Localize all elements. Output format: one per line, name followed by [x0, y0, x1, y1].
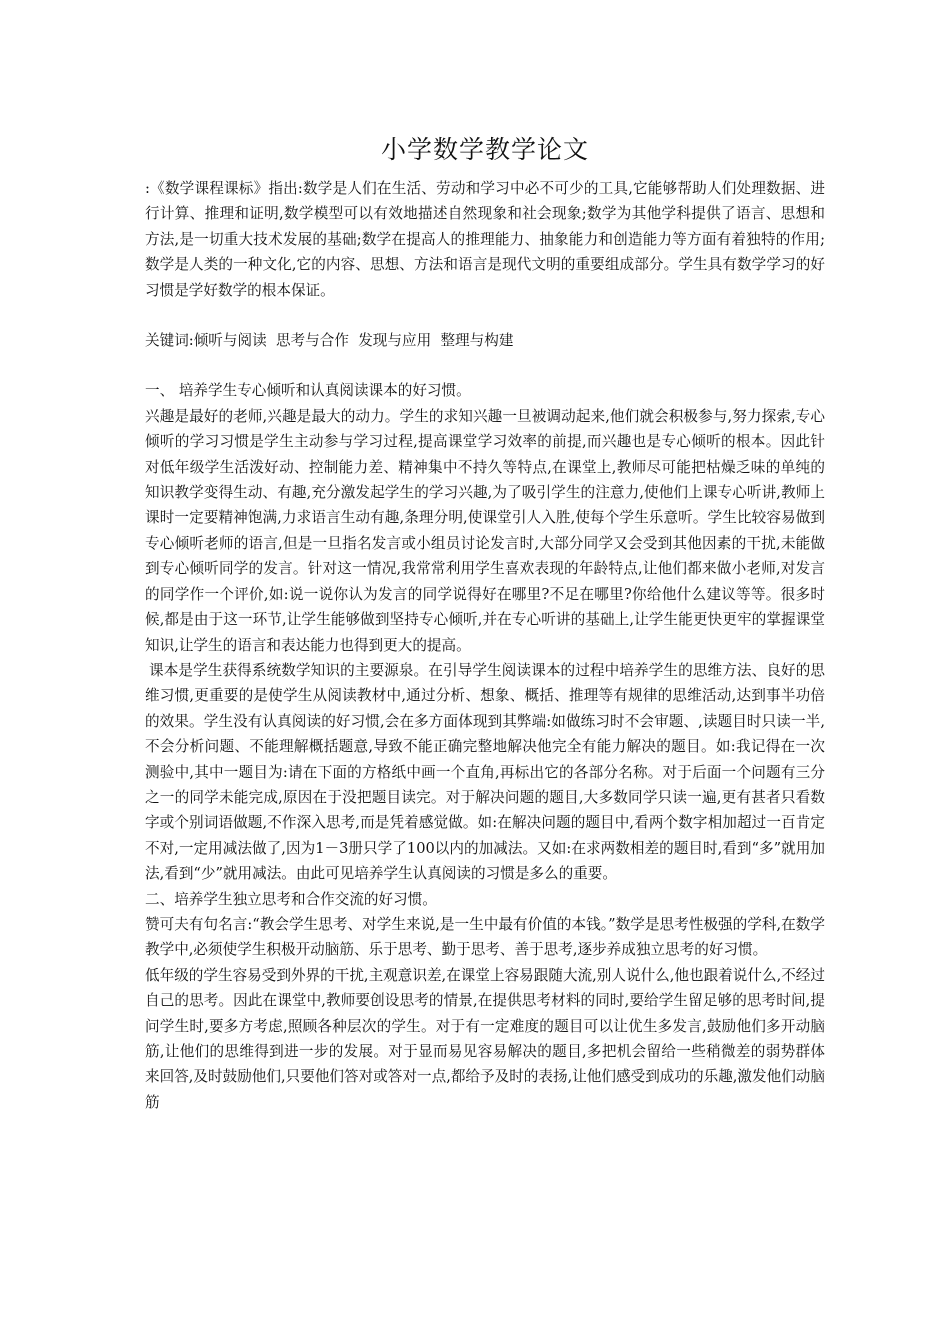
abstract-paragraph: :《数学课程课标》指出:数学是人们在生活、劳动和学习中必不可少的工具,它能够帮助人们处理数据、进行计算、推理和证明,数学模型可以有效地描述自然现象和社会现象;数学为其他学科提供了语言、思想和方法,是一切重大技术发展的基础;数学在提高人的推理能力、抽象能力和创造能力等方面有着独特的作用;数学是人类的一种文化,它的内容、思想、方法和语言是现代文明的重要组成部分。学生具有数学学习的好习惯是学好数学的根本保证。: [145, 180, 825, 299]
document-page: [145, 130, 825, 1115]
section-2-paragraph-1: 赞可夫有句名言:“教会学生思考、对学生来说,是一生中最有价值的本钱。”数学是思考性极强的学科,在数学教学中,必须使学生积极开动脑筋、乐于思考、勤于思考、善于思考,逐步养成独立思考的好习惯。: [145, 915, 825, 959]
document-title: 小学数学教学论文: [380, 135, 589, 164]
section-2-heading: 二、培养学生独立思考和合作交流的好习惯。: [145, 890, 437, 908]
section-1-paragraph-2: 课本是学生获得系统数学知识的主要源泉。在引导学生阅读课本的过程中培养学生的思维方法、良好的思维习惯,更重要的是使学生从阅读教材中,通过分析、想象、概括、推理等有规律的思维活动,达到事半功倍的效果。学生没有认真阅读的好习惯,会在多方面体现到其弊端:如做练习时不会审题、,读题目时只读一半,不会分析问题、不能理解概括题意,导致不能正确完整地解决他完全有能力解决的题目。如:我记得在一次测验中,其中一题目为:请在下面的方格纸中画一个直角,再标出它的各部分名称。对于后面一个问题有三分之一的同学未能完成,原因在于没把题目读完。对于解决问题的题目,大多数同学只读一遍,更有甚者只看数字或个别词语做题,不作深入思考,而是凭着感觉做。如:在解决问题的题目中,看两个数字相加超过一百肯定不对,一定用减法做了,因为1－3册只学了100以内的加减法。又如:在求两数相差的题目时,看到“多”就用加法,看到“少”就用减法。由此可见培养学生认真阅读的习惯是多么的重要。: [145, 661, 825, 883]
spacer: [145, 353, 825, 378]
section-2-paragraph-2: 低年级的学生容易受到外界的干扰,主观意识差,在课堂上容易跟随大流,别人说什么,他也跟着说什么,不经过自己的思考。因此在课堂中,教师要创设思考的情景,在提供思考材料的同时,要给学生留足够的思考时间,提问学生时,要多方考虑,照顾各种层次的学生。对于有一定难度的题目可以让优生多发言,鼓励他们多开动脑筋,让他们的思维得到进一步的发展。对于显而易见容易解决的题目,多把机会留给一些稍微差的弱势群体来回答,及时鼓励他们,只要他们答对或答对一点,都给予及时的表扬,让他们感受到成功的乐趣,激发他们动脑筋: [145, 966, 825, 1111]
keywords-line: 关键词:倾听与阅读 思考与合作 发现与应用 整理与构建: [145, 332, 514, 350]
section-1-paragraph-1: 兴趣是最好的老师,兴趣是最大的动力。学生的求知兴趣一旦被调动起来,他们就会积极参与,努力探索,专心倾听的学习习惯是学生主动参与学习过程,提高课堂学习效率的前提,而兴趣也是专心倾听的根本。因此针对低年级学生活泼好动、控制能力差、精神集中不持久等特点,在课堂上,教师尽可能把枯燥乏味的单纯的知识教学变得生动、有趣,充分激发起学生的学习兴趣,为了吸引学生的注意力,使他们上课专心听讲,教师上课时一定要精神饱满,力求语言生动有趣,条理分明,使课堂引人入胜,使每个学生乐意听。学生比较容易做到专心倾听老师的语言,但是一旦指名发言或小组员讨论发言时,大部分同学又会受到其他因素的干扰,未能做到专心倾听同学的发言。针对这一情况,我常常利用学生喜欢表现的年龄特点,让他们都来做小老师,对发言的同学作一个评价,如:说一说你认为发言的同学说得好在哪里?不足在哪里?你给他什么建议等等。很多时候,都是由于这一环节,让学生能够做到坚持专心倾听,并在专心听讲的基础上,让学生能更快更牢的掌握课堂知识,让学生的语言和表达能力也得到更大的提高。: [145, 407, 825, 654]
section-1-heading: 一、 培养学生专心倾听和认真阅读课本的好习惯。: [145, 382, 471, 400]
spacer: [145, 303, 825, 328]
